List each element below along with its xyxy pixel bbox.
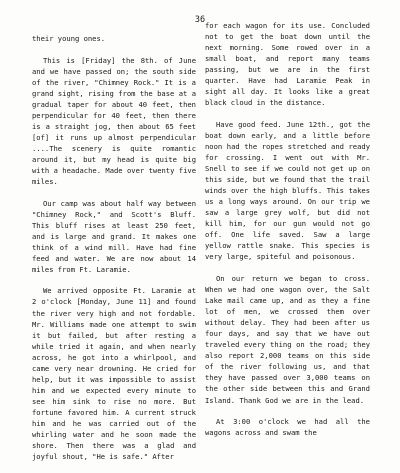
paragraph: We arrived opposite Ft. Laramie at 2 o'clock [Monday, June 11] and found the river very high and not fordable. Mr. Williams made one attempt to swim it but failed, but after resting a while tried it again, and when nearly across, he got into a whirlpool, and came very near drowning. He cried for help, but it was impossible to assist him and we expected every minute to see him sink to rise no more. But fortune favored him. A current struck him and he was carried out of the whirling water and he soon made the shore. Then there was a glad and joyful shout, "He is safe." After [32,286,196,462]
paragraph: Our camp was about half way between "Chimney Rock," and Scott's Bluff. This bluff rises at least 250 feet, and is large and grand. It makes one think of a wind mill. Have had fine feed and water. We are now about 14 miles from Ft. Laramie. [32,198,196,274]
paragraph: This is [Friday] the 8th. of June and we have passed on; the south side of the river, "Chimney Rock." It is a grand sight, rising from the base at a gradual taper for about 40 feet, then perpendicular for 40 feet, then there is a straight jog, then about 65 feet [of] it runs up almost perpendicular ....The scenery is quite romantic around it, but my head is quite big with a headache. Made over twenty five miles. [32,55,196,187]
page-number: 36 [194,15,206,25]
paragraph: On our return we began to cross. When we had one wagon over, the Salt Lake mail came up, and as they a fine lot of men, we crossed them over without delay. They had been after us four days, and say that we have out traveled every thing on the road; they also report 2,000 teams on this side of the river following us, and that they have passed over 3,000 teams on the other side between this and Grand Island. Thank God we are in the lead. [205,273,370,405]
paragraph: their young ones. [32,34,106,43]
right-column [205,20,370,449]
paragraph: Have good feed. June 12th., got the boat down early, and a little before noon had the ropes stretched and ready for crossing. I went out with Mr. Snell to see if we could not get up on this side, but we found that the trail winds over the high bluffs. This takes us a long ways around. On our trip we saw a large grey wolf, but did not kill him, for our gun would not go off. One life saved. Saw a large yellow rattle snake. This species is very large, spiteful and poisonous. [205,119,370,262]
left-column [32,33,196,473]
paragraph: At 3:00 o'clock we had all the wagons across and swam the [205,417,370,438]
paragraph: for each wagon for its use. Concluded not to get the boat down until the next morning. Some rowed over in a small boat, and report many teams passing, but we are in the first quarter. Have had Laramie Peak in sight all day. It looks like a great black cloud in the distance. [205,21,370,108]
